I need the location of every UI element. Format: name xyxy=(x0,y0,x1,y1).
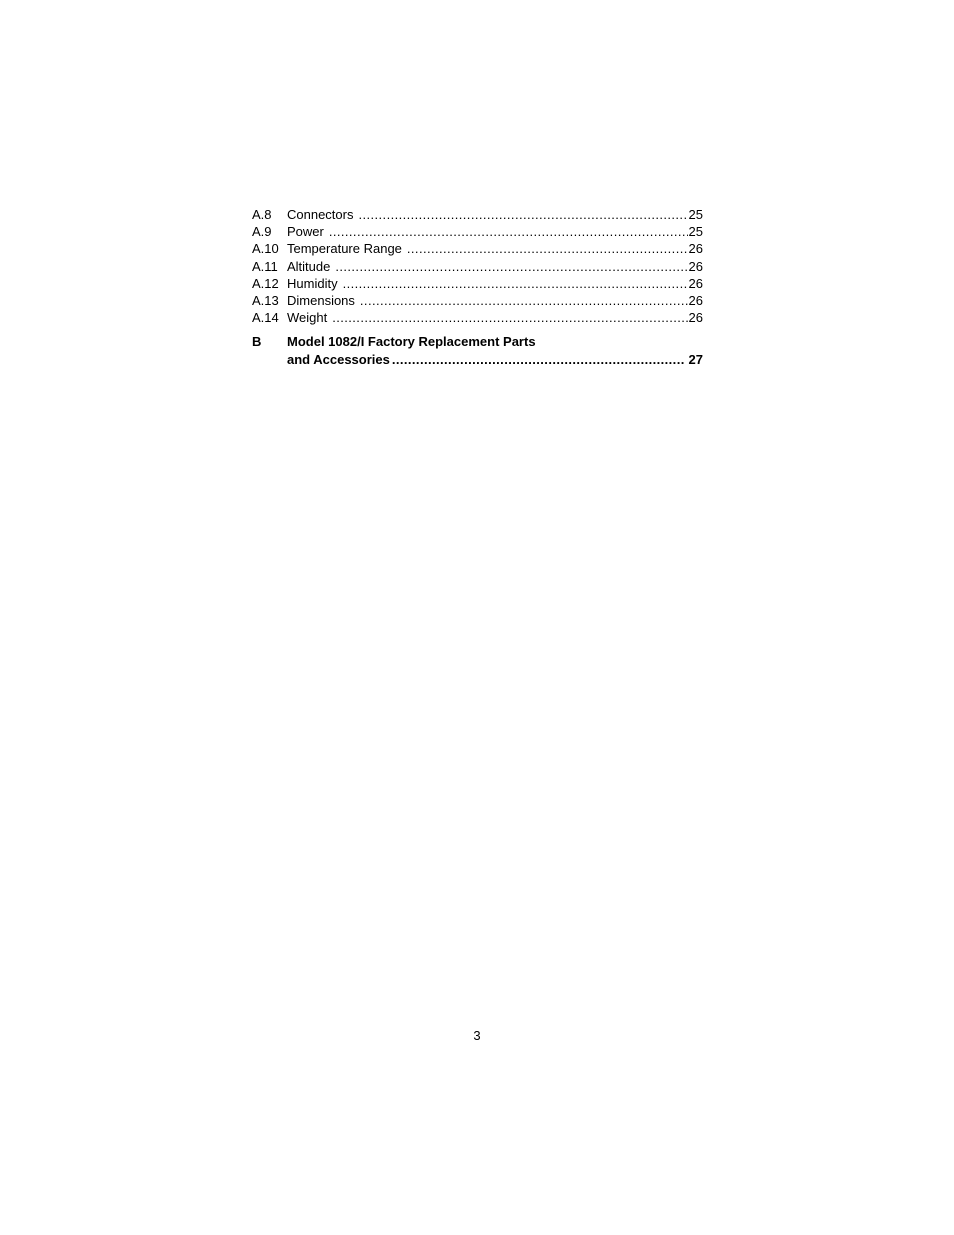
toc-entry-title: Power xyxy=(287,224,324,240)
toc-dot-leader xyxy=(407,240,688,257)
toc-entry-page: 26 xyxy=(688,241,703,257)
toc-entry-appendix-b[interactable] xyxy=(252,333,703,367)
toc-dot-leader xyxy=(329,223,688,240)
toc-entry-page: 26 xyxy=(688,310,703,326)
toc-entry-number: A.12 xyxy=(252,275,279,291)
toc-appendix-b-line1 xyxy=(252,333,703,350)
toc-entry-title: Humidity xyxy=(287,275,338,291)
toc-entry-number: A.9 xyxy=(252,224,272,240)
toc-entry-title: Connectors xyxy=(287,207,354,222)
toc-dot-leader xyxy=(392,351,685,368)
toc-entry-page: 26 xyxy=(688,258,703,274)
toc-dot-leader xyxy=(332,309,687,326)
toc-dot-leader xyxy=(335,258,687,275)
toc-entry-a13[interactable] xyxy=(252,292,703,309)
toc-entry-title: Temperature Range xyxy=(287,241,402,257)
toc-entry-number: A.8 xyxy=(252,207,272,222)
toc-dot-leader xyxy=(360,292,688,309)
toc-entry-page: 26 xyxy=(688,292,703,308)
page-number: 3 xyxy=(473,1028,481,1043)
toc-entry-number: A.14 xyxy=(252,310,279,326)
toc-entry-title: Model 1082/I Factory Replacement Parts xyxy=(287,334,536,350)
toc-entry-a8[interactable] xyxy=(252,206,703,223)
toc-entry-a14[interactable] xyxy=(252,309,703,326)
toc-entry-page: 25 xyxy=(688,207,703,222)
toc-entry-number: B xyxy=(252,334,262,350)
toc-dot-leader xyxy=(343,275,688,292)
toc-entry-a12[interactable] xyxy=(252,275,703,292)
toc-entry-title: Dimensions xyxy=(287,292,355,308)
toc-entry-title: Altitude xyxy=(287,258,331,274)
toc-entry-number: A.10 xyxy=(252,241,279,257)
toc-entry-number: A.11 xyxy=(252,258,278,274)
table-of-contents xyxy=(252,206,703,368)
toc-dot-leader xyxy=(358,206,687,223)
toc-appendix-b-line2 xyxy=(252,351,703,368)
toc-entry-number: A.13 xyxy=(252,292,279,308)
toc-entry-page: 25 xyxy=(688,224,703,240)
toc-entry-title: Weight xyxy=(287,310,328,326)
toc-entry-page: 27 xyxy=(688,351,703,367)
toc-entry-a10[interactable] xyxy=(252,240,703,257)
toc-entry-a9[interactable] xyxy=(252,223,703,240)
toc-entry-title-continued: and Accessories xyxy=(287,351,390,367)
toc-entry-page: 26 xyxy=(688,275,703,291)
toc-entry-a11[interactable] xyxy=(252,258,703,275)
